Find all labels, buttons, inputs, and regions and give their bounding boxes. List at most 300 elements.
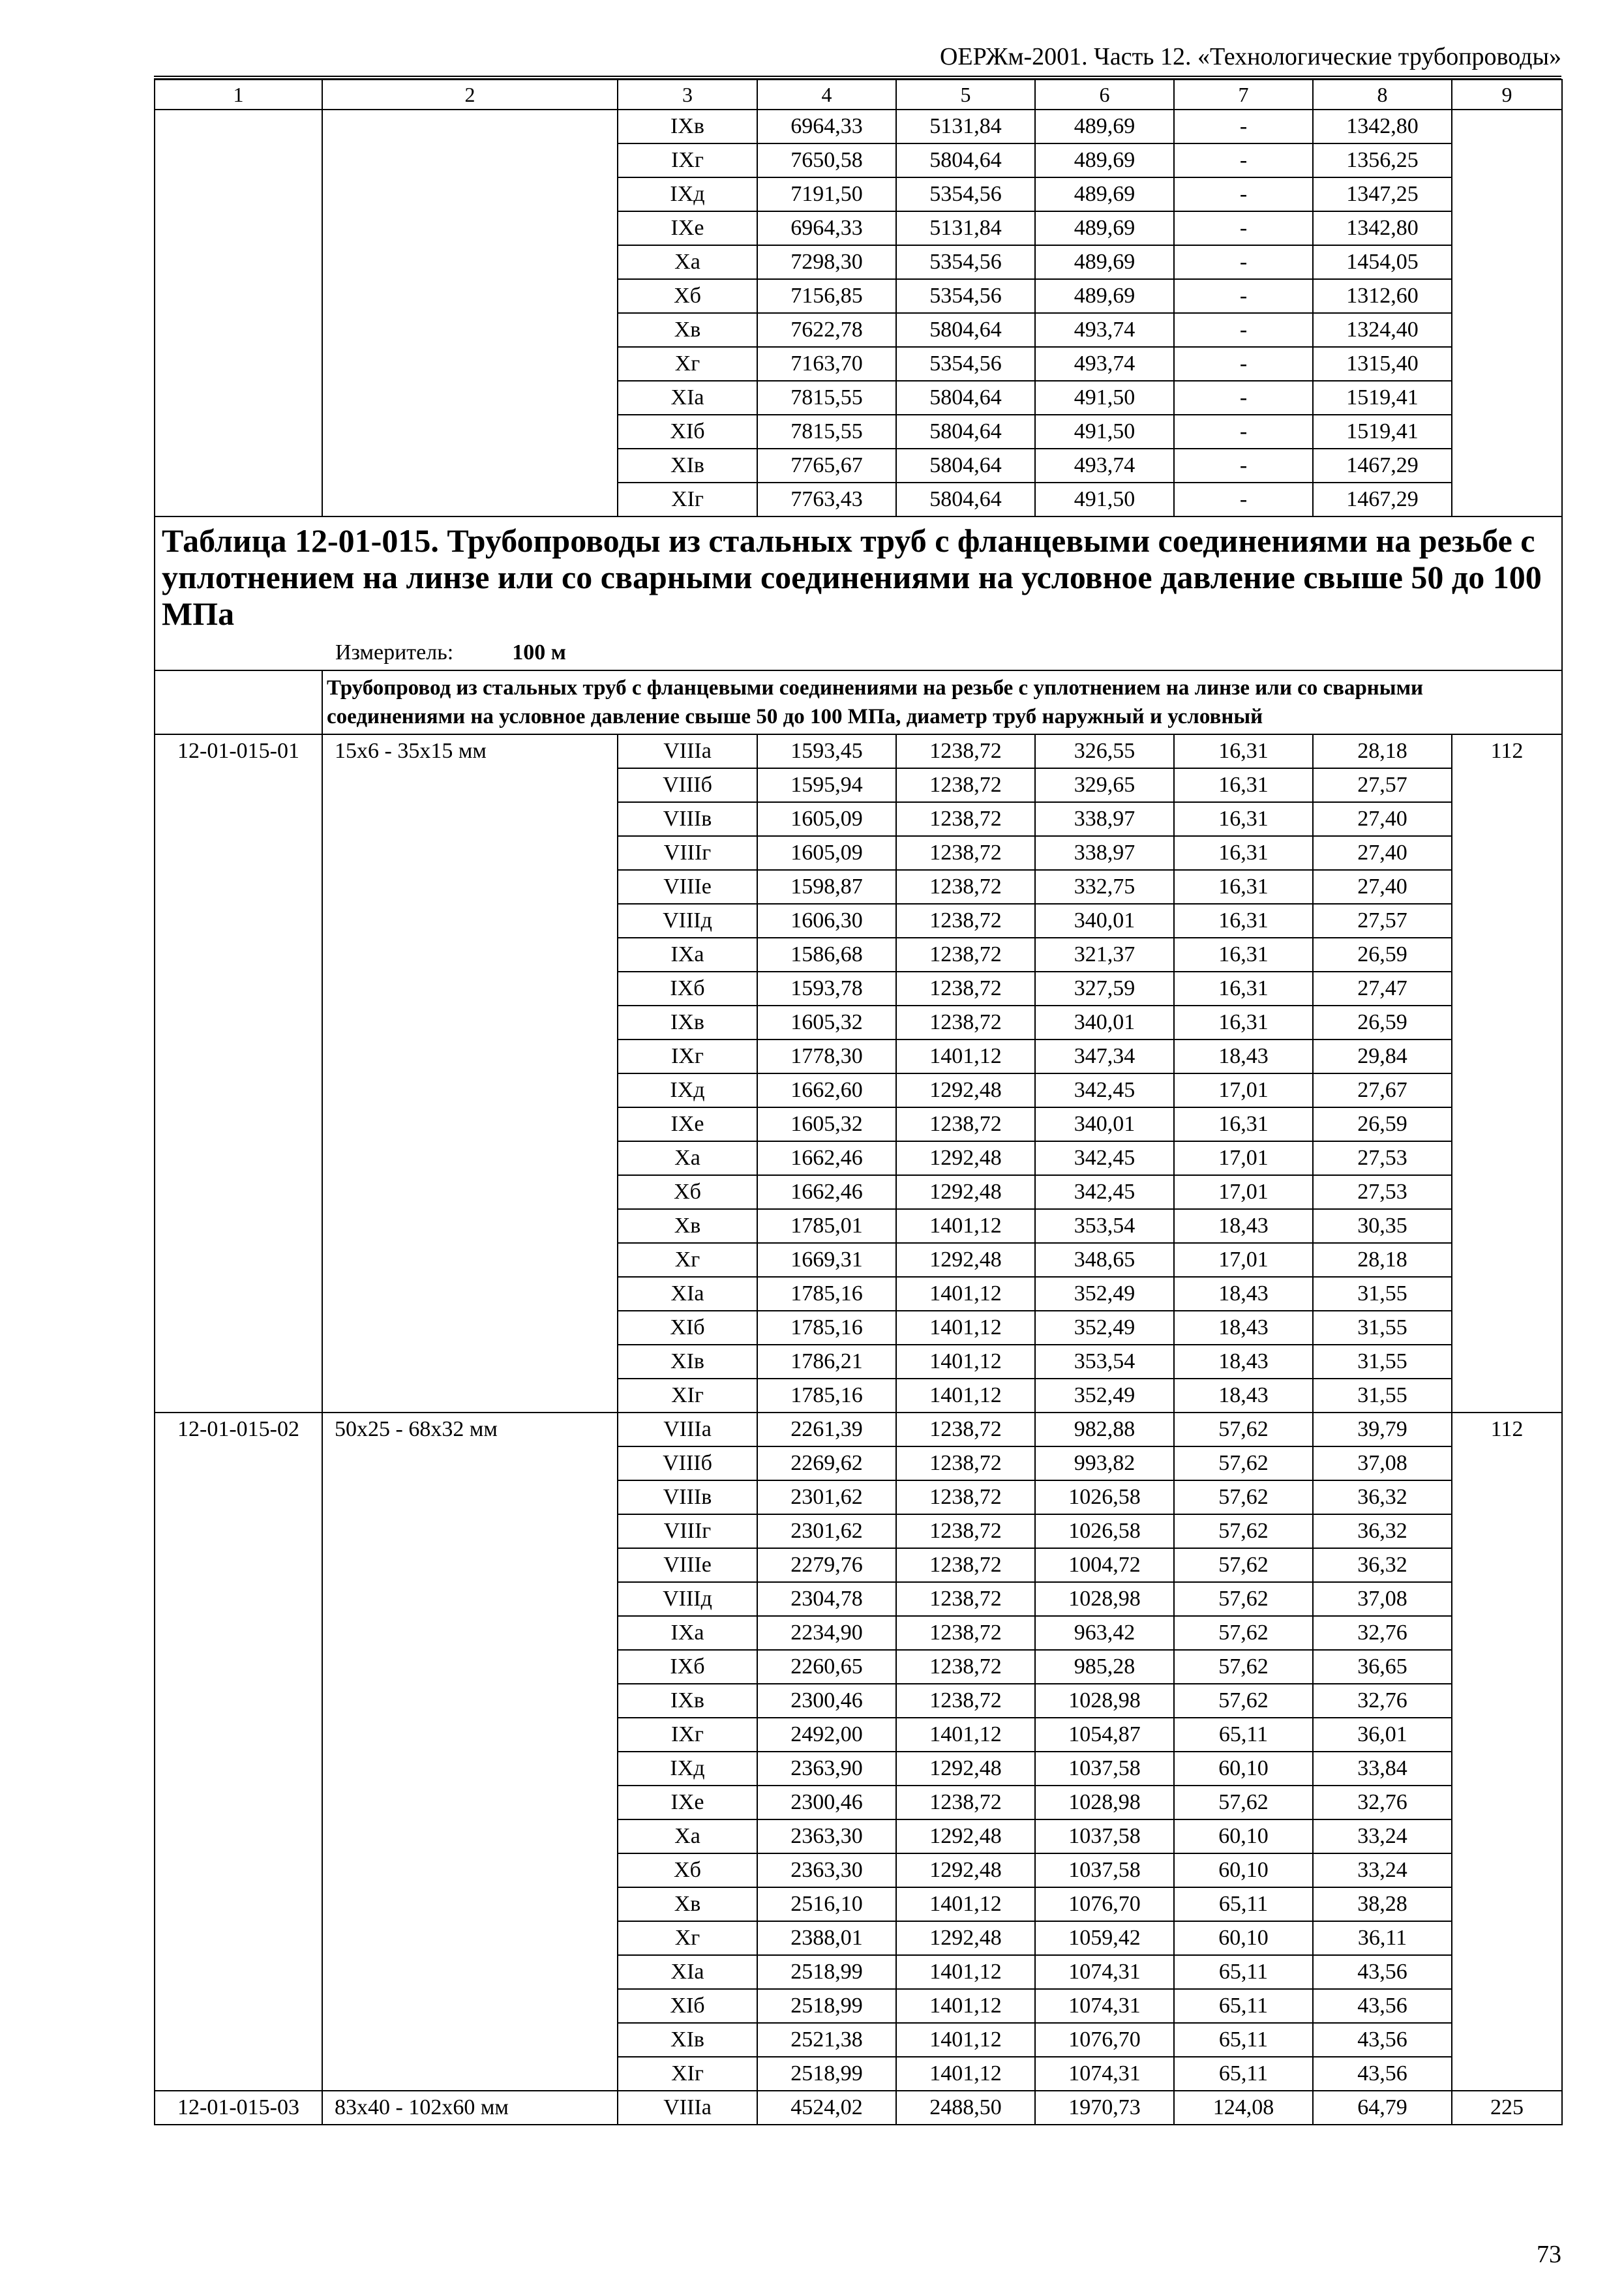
machine-cost-cell: 338,97 [1035, 802, 1174, 836]
labor-cost-cell: 1401,12 [896, 1209, 1035, 1243]
machine-cost-cell: 1026,58 [1035, 1480, 1174, 1514]
direct-cost-cell: 7156,85 [757, 279, 896, 313]
operator-wage-cell: - [1174, 110, 1313, 143]
resource-class-cell: IXд [618, 1073, 757, 1107]
direct-cost-cell: 2301,62 [757, 1480, 896, 1514]
labor-cost-cell: 1238,72 [896, 1616, 1035, 1650]
material-cost-cell: 1519,41 [1313, 381, 1452, 415]
resource-class-cell: IXд [618, 1752, 757, 1786]
material-cost-cell: 32,76 [1313, 1786, 1452, 1819]
direct-cost-cell: 1662,60 [757, 1073, 896, 1107]
operator-wage-cell: 16,31 [1174, 904, 1313, 938]
material-cost-cell: 27,57 [1313, 768, 1452, 802]
section-description-row [155, 670, 1562, 734]
material-cost-cell: 27,47 [1313, 972, 1452, 1006]
operator-wage-cell: 17,01 [1174, 1073, 1313, 1107]
operator-wage-cell: 17,01 [1174, 1141, 1313, 1175]
material-cost-cell: 31,55 [1313, 1277, 1452, 1311]
column-number-row [155, 80, 1562, 110]
machine-cost-cell: 353,54 [1035, 1209, 1174, 1243]
direct-cost-cell: 7163,70 [757, 347, 896, 381]
resource-class-cell: IXе [618, 211, 757, 245]
labor-cost-cell: 1238,72 [896, 1582, 1035, 1616]
resource-class-cell: Xа [618, 1141, 757, 1175]
resource-class-cell: VIIIе [618, 870, 757, 904]
labor-cost-cell: 2488,50 [896, 2091, 1035, 2125]
material-cost-cell: 31,55 [1313, 1379, 1452, 1413]
machine-cost-cell: 489,69 [1035, 110, 1174, 143]
resource-class-cell: XIв [618, 2023, 757, 2057]
machine-cost-cell: 353,54 [1035, 1345, 1174, 1379]
direct-cost-cell: 7765,67 [757, 449, 896, 483]
labor-cost-cell: 1401,12 [896, 1345, 1035, 1379]
material-cost-cell: 39,79 [1313, 1413, 1452, 1446]
machine-cost-cell: 340,01 [1035, 1107, 1174, 1141]
labor-cost-cell: 1238,72 [896, 1786, 1035, 1819]
operator-wage-cell: 60,10 [1174, 1921, 1313, 1955]
operator-wage-cell: 60,10 [1174, 1819, 1313, 1853]
machine-cost-cell: 1970,73 [1035, 2091, 1174, 2125]
col9-value-cell: 225 [1452, 2091, 1562, 2125]
rate-code-cell: 12-01-015-01 [155, 734, 322, 1413]
labor-cost-cell: 1292,48 [896, 1752, 1035, 1786]
labor-cost-cell: 5804,64 [896, 449, 1035, 483]
labor-cost-cell: 5804,64 [896, 483, 1035, 516]
direct-cost-cell: 2234,90 [757, 1616, 896, 1650]
machine-cost-cell: 329,65 [1035, 768, 1174, 802]
material-cost-cell: 1519,41 [1313, 415, 1452, 449]
resource-class-cell: XIв [618, 449, 757, 483]
machine-cost-cell: 348,65 [1035, 1243, 1174, 1277]
table-title-row [155, 516, 1562, 670]
resource-class-cell: XIа [618, 1955, 757, 1989]
direct-cost-cell: 1785,16 [757, 1311, 896, 1345]
labor-cost-cell: 5354,56 [896, 279, 1035, 313]
machine-cost-cell: 342,45 [1035, 1175, 1174, 1209]
rate-code-cell: 12-01-015-02 [155, 1413, 322, 2091]
operator-wage-cell: 65,11 [1174, 1955, 1313, 1989]
measure-value: 100 м [512, 640, 566, 665]
resource-class-cell: XIв [618, 1345, 757, 1379]
section-description: Трубопровод из стальных труб с фланцевыми соединениями на резьбе с уплотнением на линзе или со сварными соединениями на условное давление свыше 50 до 100 МПа, диаметр труб наружный и условный [322, 670, 1562, 734]
labor-cost-cell: 1238,72 [896, 836, 1035, 870]
direct-cost-cell: 6964,33 [757, 110, 896, 143]
machine-cost-cell: 489,69 [1035, 177, 1174, 211]
operator-wage-cell: - [1174, 313, 1313, 347]
machine-cost-cell: 347,34 [1035, 1040, 1174, 1073]
operator-wage-cell: 57,62 [1174, 1650, 1313, 1684]
material-cost-cell: 26,59 [1313, 1107, 1452, 1141]
operator-wage-cell: - [1174, 245, 1313, 279]
resource-class-cell: XIб [618, 415, 757, 449]
operator-wage-cell: 57,62 [1174, 1582, 1313, 1616]
direct-cost-cell: 2388,01 [757, 1921, 896, 1955]
machine-cost-cell: 1074,31 [1035, 1989, 1174, 2023]
operator-wage-cell: - [1174, 381, 1313, 415]
col9-value-cell: 112 [1452, 734, 1562, 1413]
operator-wage-cell: - [1174, 177, 1313, 211]
resource-class-cell: IXв [618, 1006, 757, 1040]
column-number-cell: 8 [1313, 80, 1452, 110]
operator-wage-cell: 18,43 [1174, 1209, 1313, 1243]
direct-cost-cell: 1785,16 [757, 1277, 896, 1311]
labor-cost-cell: 1292,48 [896, 1921, 1035, 1955]
machine-cost-cell: 1074,31 [1035, 1955, 1174, 1989]
code-cell-empty [155, 110, 322, 516]
direct-cost-cell: 1786,21 [757, 1345, 896, 1379]
resource-class-cell: Xв [618, 1887, 757, 1921]
page-number: 73 [1537, 2241, 1561, 2268]
labor-cost-cell: 1401,12 [896, 1989, 1035, 2023]
machine-cost-cell: 326,55 [1035, 734, 1174, 768]
resource-class-cell: VIIIе [618, 1548, 757, 1582]
labor-cost-cell: 5804,64 [896, 313, 1035, 347]
operator-wage-cell: 18,43 [1174, 1040, 1313, 1073]
labor-cost-cell: 1238,72 [896, 1480, 1035, 1514]
machine-cost-cell: 352,49 [1035, 1277, 1174, 1311]
material-cost-cell: 36,11 [1313, 1921, 1452, 1955]
table-title: Таблица 12-01-015. Трубопроводы из стальных труб с фланцевыми соединениями на резьбе с уплотнением на линзе или со сварными соединениями на условное давление свыше 50 до 100 МПа [162, 522, 1542, 632]
operator-wage-cell: 16,31 [1174, 768, 1313, 802]
material-cost-cell: 26,59 [1313, 1006, 1452, 1040]
material-cost-cell: 1467,29 [1313, 449, 1452, 483]
operator-wage-cell: 57,62 [1174, 1514, 1313, 1548]
direct-cost-cell: 1662,46 [757, 1175, 896, 1209]
material-cost-cell: 37,08 [1313, 1446, 1452, 1480]
operator-wage-cell: 18,43 [1174, 1311, 1313, 1345]
material-cost-cell: 27,53 [1313, 1175, 1452, 1209]
machine-cost-cell: 1037,58 [1035, 1819, 1174, 1853]
material-cost-cell: 32,76 [1313, 1616, 1452, 1650]
labor-cost-cell: 1238,72 [896, 734, 1035, 768]
column-number-cell: 5 [896, 80, 1035, 110]
resource-class-cell: VIIIа [618, 2091, 757, 2125]
resource-class-cell: VIIIб [618, 1446, 757, 1480]
operator-wage-cell: 60,10 [1174, 1752, 1313, 1786]
resource-class-cell: Xб [618, 1175, 757, 1209]
rates-table [154, 79, 1563, 2125]
resource-class-cell: XIб [618, 1311, 757, 1345]
material-cost-cell: 31,55 [1313, 1311, 1452, 1345]
material-cost-cell: 1312,60 [1313, 279, 1452, 313]
column-number-cell: 3 [618, 80, 757, 110]
labor-cost-cell: 1238,72 [896, 1514, 1035, 1548]
operator-wage-cell: 60,10 [1174, 1853, 1313, 1887]
resource-class-cell: Xб [618, 1853, 757, 1887]
resource-class-cell: XIа [618, 381, 757, 415]
machine-cost-cell: 985,28 [1035, 1650, 1174, 1684]
material-cost-cell: 38,28 [1313, 1887, 1452, 1921]
material-cost-cell: 43,56 [1313, 2023, 1452, 2057]
labor-cost-cell: 1401,12 [896, 1718, 1035, 1752]
operator-wage-cell: - [1174, 415, 1313, 449]
machine-cost-cell: 340,01 [1035, 1006, 1174, 1040]
operator-wage-cell: 57,62 [1174, 1786, 1313, 1819]
material-cost-cell: 37,08 [1313, 1582, 1452, 1616]
machine-cost-cell: 1059,42 [1035, 1921, 1174, 1955]
resource-class-cell: IXг [618, 143, 757, 177]
operator-wage-cell: - [1174, 279, 1313, 313]
direct-cost-cell: 1605,09 [757, 802, 896, 836]
material-cost-cell: 27,40 [1313, 836, 1452, 870]
operator-wage-cell: 57,62 [1174, 1616, 1313, 1650]
machine-cost-cell: 489,69 [1035, 279, 1174, 313]
machine-cost-cell: 491,50 [1035, 483, 1174, 516]
col9-cell-empty [1452, 110, 1562, 516]
machine-cost-cell: 342,45 [1035, 1073, 1174, 1107]
operator-wage-cell: 18,43 [1174, 1277, 1313, 1311]
material-cost-cell: 31,55 [1313, 1345, 1452, 1379]
material-cost-cell: 27,57 [1313, 904, 1452, 938]
direct-cost-cell: 1595,94 [757, 768, 896, 802]
operator-wage-cell: 65,11 [1174, 1887, 1313, 1921]
operator-wage-cell: 65,11 [1174, 2057, 1313, 2091]
operator-wage-cell: 16,31 [1174, 972, 1313, 1006]
operator-wage-cell: 16,31 [1174, 1107, 1313, 1141]
labor-cost-cell: 5804,64 [896, 381, 1035, 415]
material-cost-cell: 36,01 [1313, 1718, 1452, 1752]
material-cost-cell: 1342,80 [1313, 211, 1452, 245]
operator-wage-cell: 16,31 [1174, 836, 1313, 870]
operator-wage-cell: 16,31 [1174, 1006, 1313, 1040]
material-cost-cell: 1342,80 [1313, 110, 1452, 143]
labor-cost-cell: 5804,64 [896, 415, 1035, 449]
material-cost-cell: 36,65 [1313, 1650, 1452, 1684]
labor-cost-cell: 1401,12 [896, 1887, 1035, 1921]
operator-wage-cell: 16,31 [1174, 870, 1313, 904]
direct-cost-cell: 1586,68 [757, 938, 896, 972]
resource-class-cell: IXа [618, 1616, 757, 1650]
direct-cost-cell: 2363,30 [757, 1853, 896, 1887]
resource-class-cell: IXа [618, 938, 757, 972]
resource-class-cell: Xа [618, 245, 757, 279]
direct-cost-cell: 2301,62 [757, 1514, 896, 1548]
labor-cost-cell: 1401,12 [896, 1040, 1035, 1073]
labor-cost-cell: 5131,84 [896, 110, 1035, 143]
resource-class-cell: IXв [618, 1684, 757, 1718]
column-number-cell: 6 [1035, 80, 1174, 110]
labor-cost-cell: 1238,72 [896, 1446, 1035, 1480]
direct-cost-cell: 2521,38 [757, 2023, 896, 2057]
labor-cost-cell: 1401,12 [896, 1955, 1035, 1989]
operator-wage-cell: 18,43 [1174, 1379, 1313, 1413]
direct-cost-cell: 2269,62 [757, 1446, 896, 1480]
machine-cost-cell: 491,50 [1035, 381, 1174, 415]
direct-cost-cell: 2492,00 [757, 1718, 896, 1752]
direct-cost-cell: 2300,46 [757, 1786, 896, 1819]
operator-wage-cell: 57,62 [1174, 1548, 1313, 1582]
pipe-size-cell: 83х40 - 102х60 мм [322, 2091, 618, 2125]
operator-wage-cell: 124,08 [1174, 2091, 1313, 2125]
labor-cost-cell: 1238,72 [896, 1107, 1035, 1141]
material-cost-cell: 36,32 [1313, 1514, 1452, 1548]
material-cost-cell: 27,40 [1313, 870, 1452, 904]
resource-class-cell: VIIIв [618, 802, 757, 836]
machine-cost-cell: 1037,58 [1035, 1752, 1174, 1786]
direct-cost-cell: 1605,09 [757, 836, 896, 870]
operator-wage-cell: 65,11 [1174, 1989, 1313, 2023]
machine-cost-cell: 340,01 [1035, 904, 1174, 938]
material-cost-cell: 43,56 [1313, 1989, 1452, 2023]
resource-class-cell: VIIIа [618, 1413, 757, 1446]
material-cost-cell: 1324,40 [1313, 313, 1452, 347]
labor-cost-cell: 1401,12 [896, 1379, 1035, 1413]
direct-cost-cell: 4524,02 [757, 2091, 896, 2125]
machine-cost-cell: 491,50 [1035, 415, 1174, 449]
direct-cost-cell: 2363,90 [757, 1752, 896, 1786]
resource-class-cell: VIIIв [618, 1480, 757, 1514]
direct-cost-cell: 7298,30 [757, 245, 896, 279]
material-cost-cell: 33,24 [1313, 1819, 1452, 1853]
machine-cost-cell: 332,75 [1035, 870, 1174, 904]
labor-cost-cell: 1238,72 [896, 972, 1035, 1006]
resource-class-cell: VIIIд [618, 904, 757, 938]
material-cost-cell: 1467,29 [1313, 483, 1452, 516]
labor-cost-cell: 1238,72 [896, 904, 1035, 938]
direct-cost-cell: 2363,30 [757, 1819, 896, 1853]
machine-cost-cell: 1026,58 [1035, 1514, 1174, 1548]
direct-cost-cell: 6964,33 [757, 211, 896, 245]
machine-cost-cell: 493,74 [1035, 449, 1174, 483]
labor-cost-cell: 1292,48 [896, 1175, 1035, 1209]
material-cost-cell: 64,79 [1313, 2091, 1452, 2125]
labor-cost-cell: 1238,72 [896, 802, 1035, 836]
measure-label: Измеритель: [335, 640, 454, 665]
machine-cost-cell: 489,69 [1035, 143, 1174, 177]
table-row [155, 2091, 1562, 2125]
column-number-cell: 4 [757, 80, 896, 110]
labor-cost-cell: 1292,48 [896, 1853, 1035, 1887]
table-title-cell [155, 516, 1562, 670]
measure-line [335, 636, 1555, 670]
operator-wage-cell: 16,31 [1174, 938, 1313, 972]
direct-cost-cell: 7763,43 [757, 483, 896, 516]
resource-class-cell: Xг [618, 1243, 757, 1277]
table-row [155, 734, 1562, 768]
material-cost-cell: 1347,25 [1313, 177, 1452, 211]
column-number-cell: 1 [155, 80, 322, 110]
direct-cost-cell: 1606,30 [757, 904, 896, 938]
material-cost-cell: 36,32 [1313, 1548, 1452, 1582]
material-cost-cell: 29,84 [1313, 1040, 1452, 1073]
resource-class-cell: XIб [618, 1989, 757, 2023]
machine-cost-cell: 1028,98 [1035, 1684, 1174, 1718]
resource-class-cell: IXг [618, 1040, 757, 1073]
material-cost-cell: 30,35 [1313, 1209, 1452, 1243]
labor-cost-cell: 5354,56 [896, 347, 1035, 381]
operator-wage-cell: - [1174, 483, 1313, 516]
material-cost-cell: 27,40 [1313, 802, 1452, 836]
direct-cost-cell: 2518,99 [757, 2057, 896, 2091]
resource-class-cell: Xа [618, 1819, 757, 1853]
machine-cost-cell: 1028,98 [1035, 1582, 1174, 1616]
resource-class-cell: VIIIг [618, 836, 757, 870]
material-cost-cell: 27,53 [1313, 1141, 1452, 1175]
rate-code-cell: 12-01-015-03 [155, 2091, 322, 2125]
table-row [155, 110, 1562, 143]
labor-cost-cell: 1292,48 [896, 1243, 1035, 1277]
direct-cost-cell: 1605,32 [757, 1006, 896, 1040]
material-cost-cell: 27,67 [1313, 1073, 1452, 1107]
operator-wage-cell: 57,62 [1174, 1446, 1313, 1480]
machine-cost-cell: 963,42 [1035, 1616, 1174, 1650]
material-cost-cell: 33,24 [1313, 1853, 1452, 1887]
operator-wage-cell: 16,31 [1174, 802, 1313, 836]
material-cost-cell: 43,56 [1313, 1955, 1452, 1989]
resource-class-cell: XIг [618, 2057, 757, 2091]
direct-cost-cell: 7650,58 [757, 143, 896, 177]
resource-class-cell: Xг [618, 1921, 757, 1955]
operator-wage-cell: - [1174, 449, 1313, 483]
material-cost-cell: 1356,25 [1313, 143, 1452, 177]
machine-cost-cell: 1054,87 [1035, 1718, 1174, 1752]
material-cost-cell: 28,18 [1313, 734, 1452, 768]
material-cost-cell: 33,84 [1313, 1752, 1452, 1786]
machine-cost-cell: 342,45 [1035, 1141, 1174, 1175]
labor-cost-cell: 1238,72 [896, 768, 1035, 802]
labor-cost-cell: 1401,12 [896, 2023, 1035, 2057]
machine-cost-cell: 1076,70 [1035, 2023, 1174, 2057]
machine-cost-cell: 489,69 [1035, 211, 1174, 245]
direct-cost-cell: 2518,99 [757, 1989, 896, 2023]
labor-cost-cell: 1292,48 [896, 1073, 1035, 1107]
operator-wage-cell: 57,62 [1174, 1480, 1313, 1514]
direct-cost-cell: 2304,78 [757, 1582, 896, 1616]
pipe-size-cell: 15х6 - 35х15 мм [322, 734, 618, 1413]
running-header: ОЕРЖм-2001. Часть 12. «Технологические трубопроводы» [154, 38, 1561, 80]
machine-cost-cell: 1076,70 [1035, 1887, 1174, 1921]
labor-cost-cell: 5354,56 [896, 245, 1035, 279]
machine-cost-cell: 1074,31 [1035, 2057, 1174, 2091]
machine-cost-cell: 493,74 [1035, 313, 1174, 347]
labor-cost-cell: 1401,12 [896, 1277, 1035, 1311]
resource-class-cell: VIIIг [618, 1514, 757, 1548]
material-cost-cell: 28,18 [1313, 1243, 1452, 1277]
material-cost-cell: 32,76 [1313, 1684, 1452, 1718]
direct-cost-cell: 2260,65 [757, 1650, 896, 1684]
resource-class-cell: XIг [618, 483, 757, 516]
labor-cost-cell: 1401,12 [896, 1311, 1035, 1345]
labor-cost-cell: 1292,48 [896, 1141, 1035, 1175]
resource-class-cell: XIа [618, 1277, 757, 1311]
column-number-cell: 2 [322, 80, 618, 110]
machine-cost-cell: 1037,58 [1035, 1853, 1174, 1887]
operator-wage-cell: 57,62 [1174, 1413, 1313, 1446]
description-spacer-cell [155, 670, 322, 734]
direct-cost-cell: 2518,99 [757, 1955, 896, 1989]
resource-class-cell: Xв [618, 313, 757, 347]
machine-cost-cell: 489,69 [1035, 245, 1174, 279]
operator-wage-cell: 65,11 [1174, 1718, 1313, 1752]
machine-cost-cell: 352,49 [1035, 1311, 1174, 1345]
direct-cost-cell: 1669,31 [757, 1243, 896, 1277]
resource-class-cell: IXв [618, 110, 757, 143]
direct-cost-cell: 2279,76 [757, 1548, 896, 1582]
operator-wage-cell: 16,31 [1174, 734, 1313, 768]
material-cost-cell: 43,56 [1313, 2057, 1452, 2091]
col9-value-cell: 112 [1452, 1413, 1562, 2091]
labor-cost-cell: 1238,72 [896, 938, 1035, 972]
machine-cost-cell: 327,59 [1035, 972, 1174, 1006]
labor-cost-cell: 1238,72 [896, 1650, 1035, 1684]
resource-class-cell: XIг [618, 1379, 757, 1413]
direct-cost-cell: 7622,78 [757, 313, 896, 347]
resource-class-cell: IXб [618, 972, 757, 1006]
labor-cost-cell: 5804,64 [896, 143, 1035, 177]
column-number-cell: 7 [1174, 80, 1313, 110]
operator-wage-cell: 17,01 [1174, 1243, 1313, 1277]
machine-cost-cell: 352,49 [1035, 1379, 1174, 1413]
